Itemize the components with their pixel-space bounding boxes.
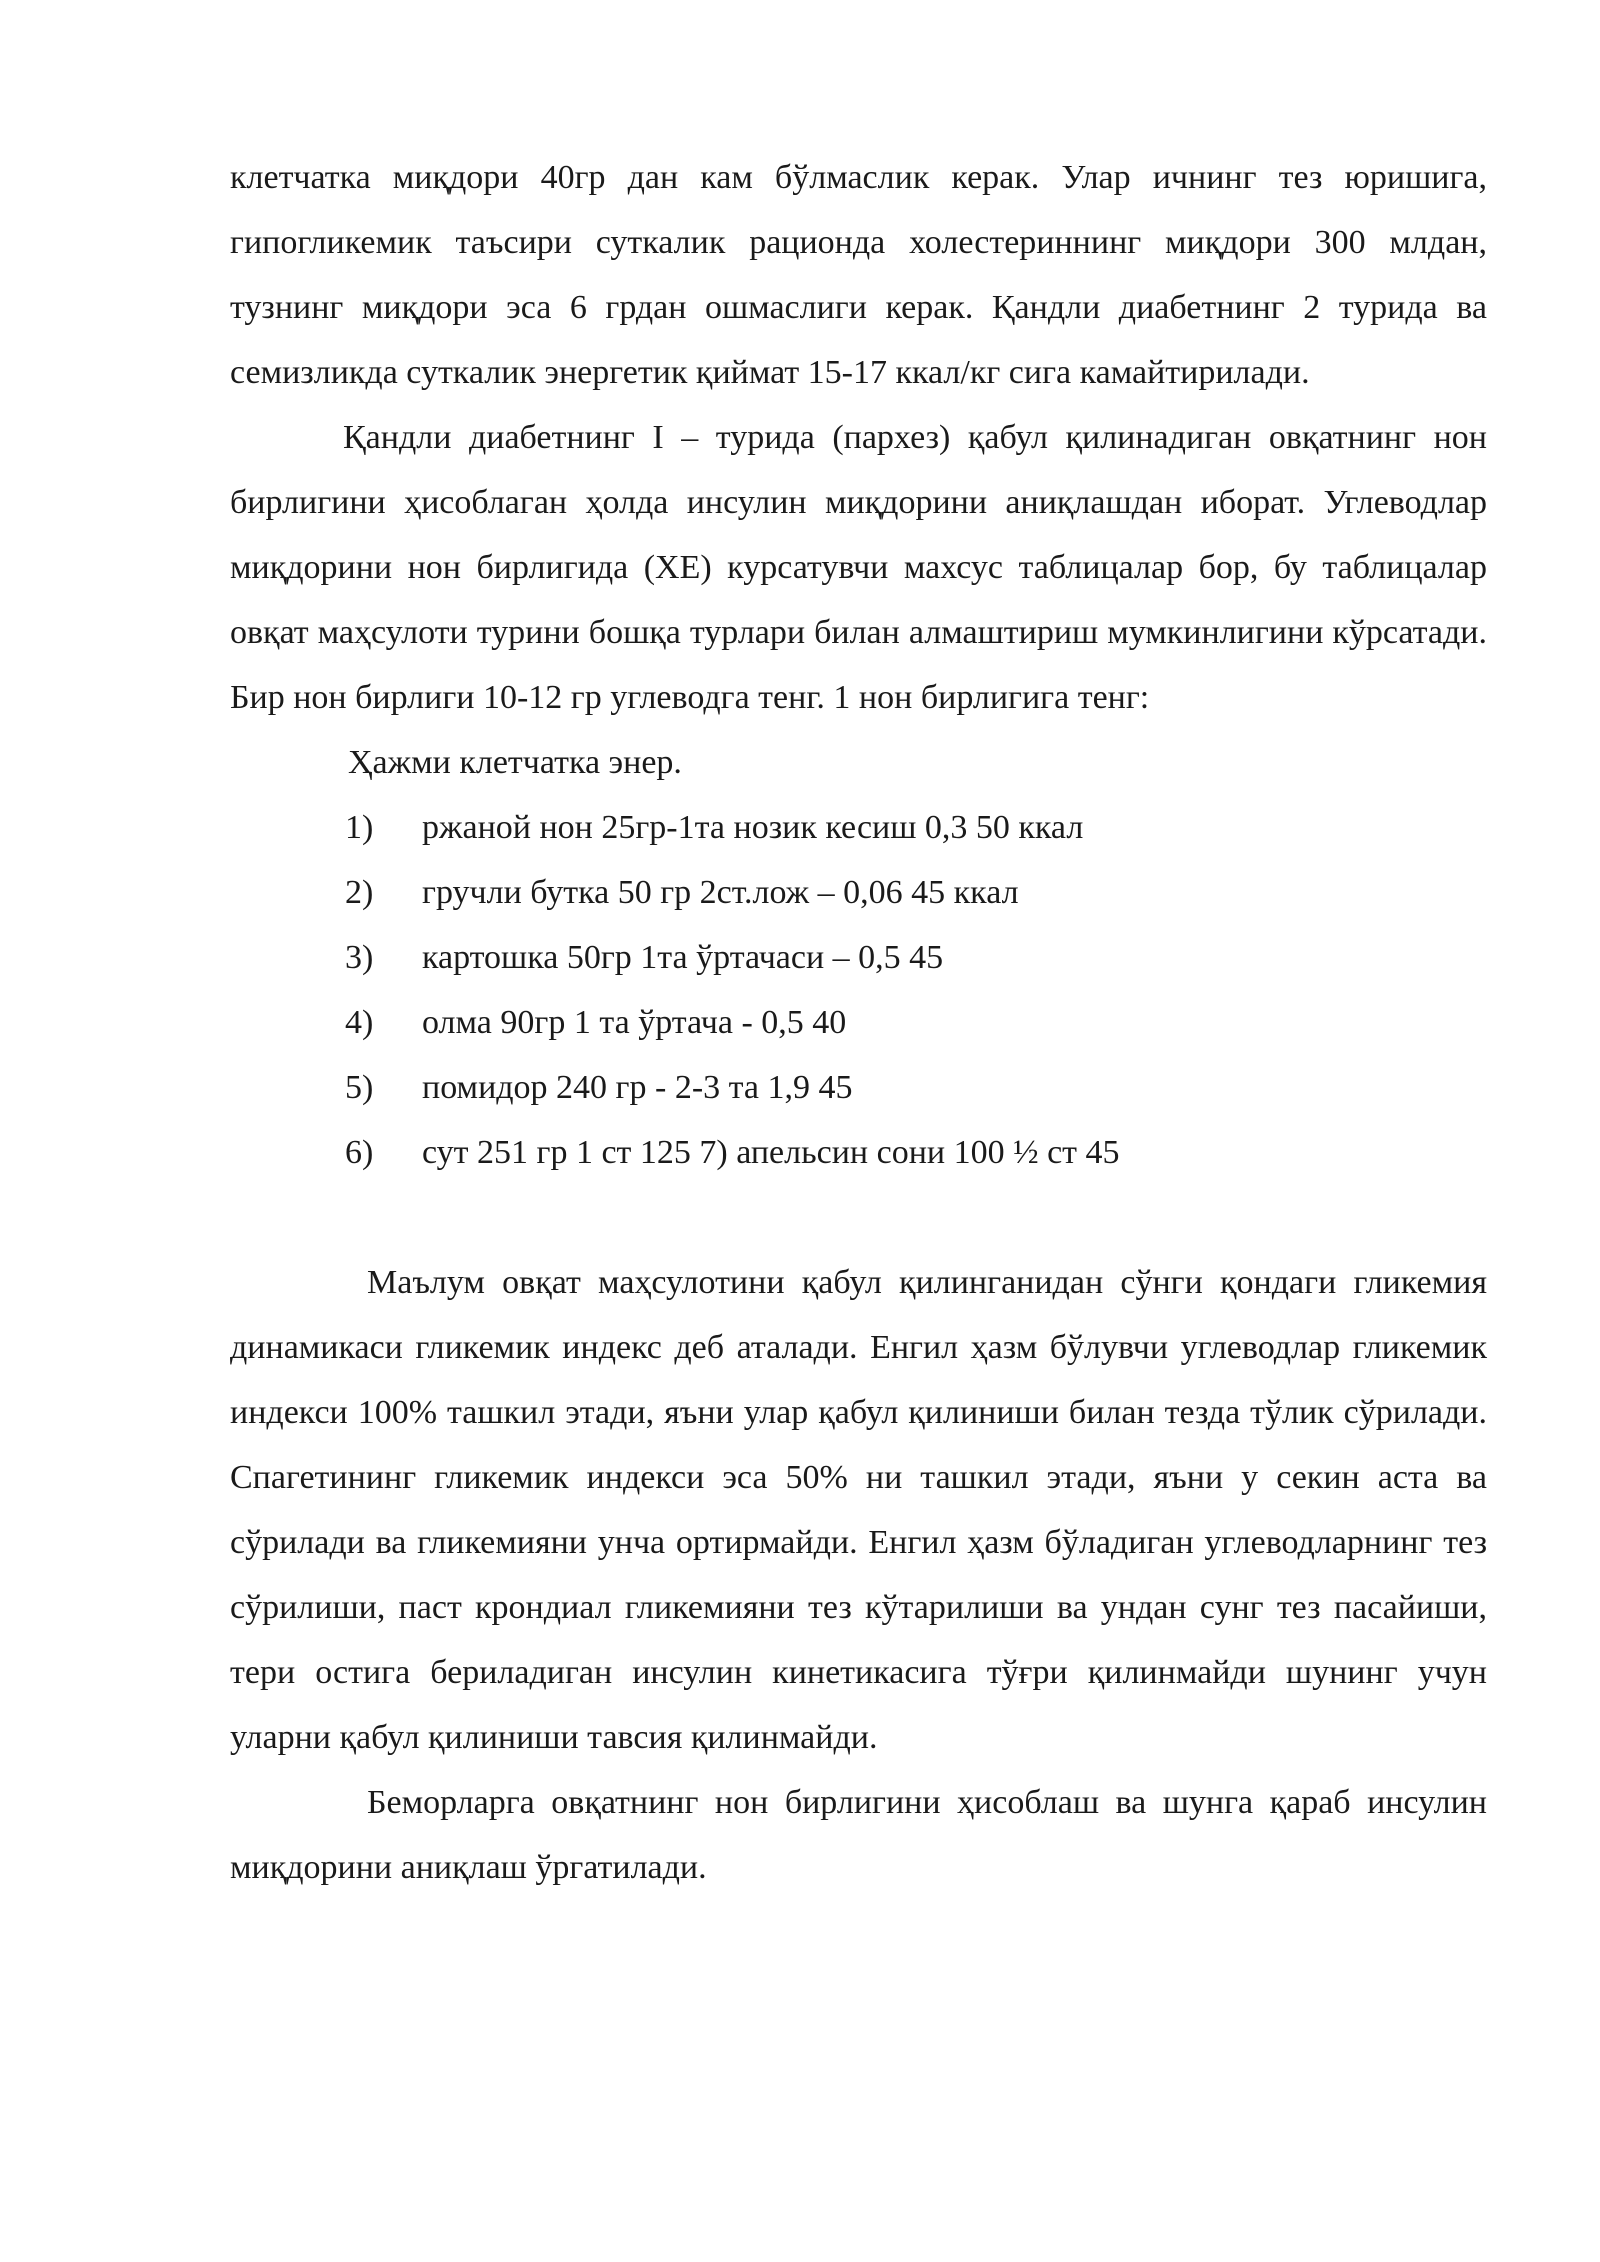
list-item-number: 2): [345, 874, 374, 911]
food-table-heading: Ҳажми клетчатка энер.: [348, 744, 682, 781]
paragraph-glycemic-index: Маълум овқат маҳсулотини қабул қилинганидан сўнги қондаги гликемия динамикаси гликемик индекс деб аталади. Енгил ҳазм бўлувчи углеводлар гликемик индекси 100% ташкил этади, яъни улар қабул қилиниши билан тезда тўлик сўрилади. Спагетининг гликемик индекси эса 50% ни ташкил этади, яъни у секин аста ва сўрилади ва гликемияни унча ортирмайди. Енгил ҳазм бўладиган углеводларнинг тез сўрилиши, паст крондиал гликемияни тез кўтарилиши ва ундан сунг тез пасайиши, тери остига бериладиган инсулин кинетикасига тўғри қилинмайди шунинг учун уларни қабул қилиниши тавсия қилинмайди.: [230, 1264, 1487, 1756]
list-item-text: помидор 240 гр - 2-3 та 1,9 45: [422, 1069, 853, 1106]
list-item-number: 6): [345, 1134, 374, 1171]
list-item-number: 3): [345, 939, 374, 976]
list-item: [230, 795, 1487, 860]
list-item-number: 5): [345, 1069, 374, 1106]
document-body: [230, 145, 1487, 1900]
list-item-text: ржаной нон 25гр-1та нозик кесиш 0,3 50 ккал: [422, 809, 1084, 846]
paragraph-fiber-cholesterol: клетчатка миқдори 40гр дан кам бўлмаслик керак. Улар ичнинг тез юришига, гипогликемик таъсири суткалик рационда холестериннинг миқдори 300 млдан, тузнинг миқдори эса 6 грдан ошмаслиги керак. Қандли диабетнинг 2 турида ва семизликда суткалик энергетик қиймат 15-17 ккал/кг сига камайтирилади.: [230, 159, 1487, 391]
blank-line: [230, 1185, 1487, 1250]
food-equivalents-list: [230, 795, 1487, 1185]
list-item-number: 1): [345, 809, 374, 846]
list-item: [230, 1120, 1487, 1185]
paragraph-patient-training: Беморларга овқатнинг нон бирлигини ҳисоблаш ва шунга қараб инсулин миқдорини аниқлаш ўргатилади.: [230, 1784, 1487, 1886]
list-item-text: картошка 50гр 1та ўртачаси – 0,5 45: [422, 939, 944, 976]
list-item: [230, 925, 1487, 990]
list-item: [230, 1055, 1487, 1120]
list-item: [230, 860, 1487, 925]
list-item-text: олма 90гр 1 та ўртача - 0,5 40: [422, 1004, 847, 1041]
list-item: [230, 990, 1487, 1055]
list-item-text: гручли бутка 50 гр 2ст.лож – 0,06 45 ккал: [422, 874, 1019, 911]
list-item-number: 4): [345, 1004, 374, 1041]
paragraph-bread-units: Қандли диабетнинг I – турида (пархез) қабул қилинадиган овқатнинг нон бирлигини ҳисоблаган ҳолда инсулин миқдорини аниқлашдан иборат. Углеводлар миқдорини нон бирлигида (ХЕ) курсатувчи махсус таблицалар бор, бу таблицалар овқат маҳсулоти турини бошқа турлари билан алмаштириш мумкинлигини кўрсатади. Бир нон бирлиги 10-12 гр углеводга тенг. 1 нон бирлигига тенг:: [230, 419, 1487, 716]
list-item-text: сут 251 гр 1 ст 125 7) апельсин сони 100 ½ ст 45: [422, 1134, 1120, 1171]
